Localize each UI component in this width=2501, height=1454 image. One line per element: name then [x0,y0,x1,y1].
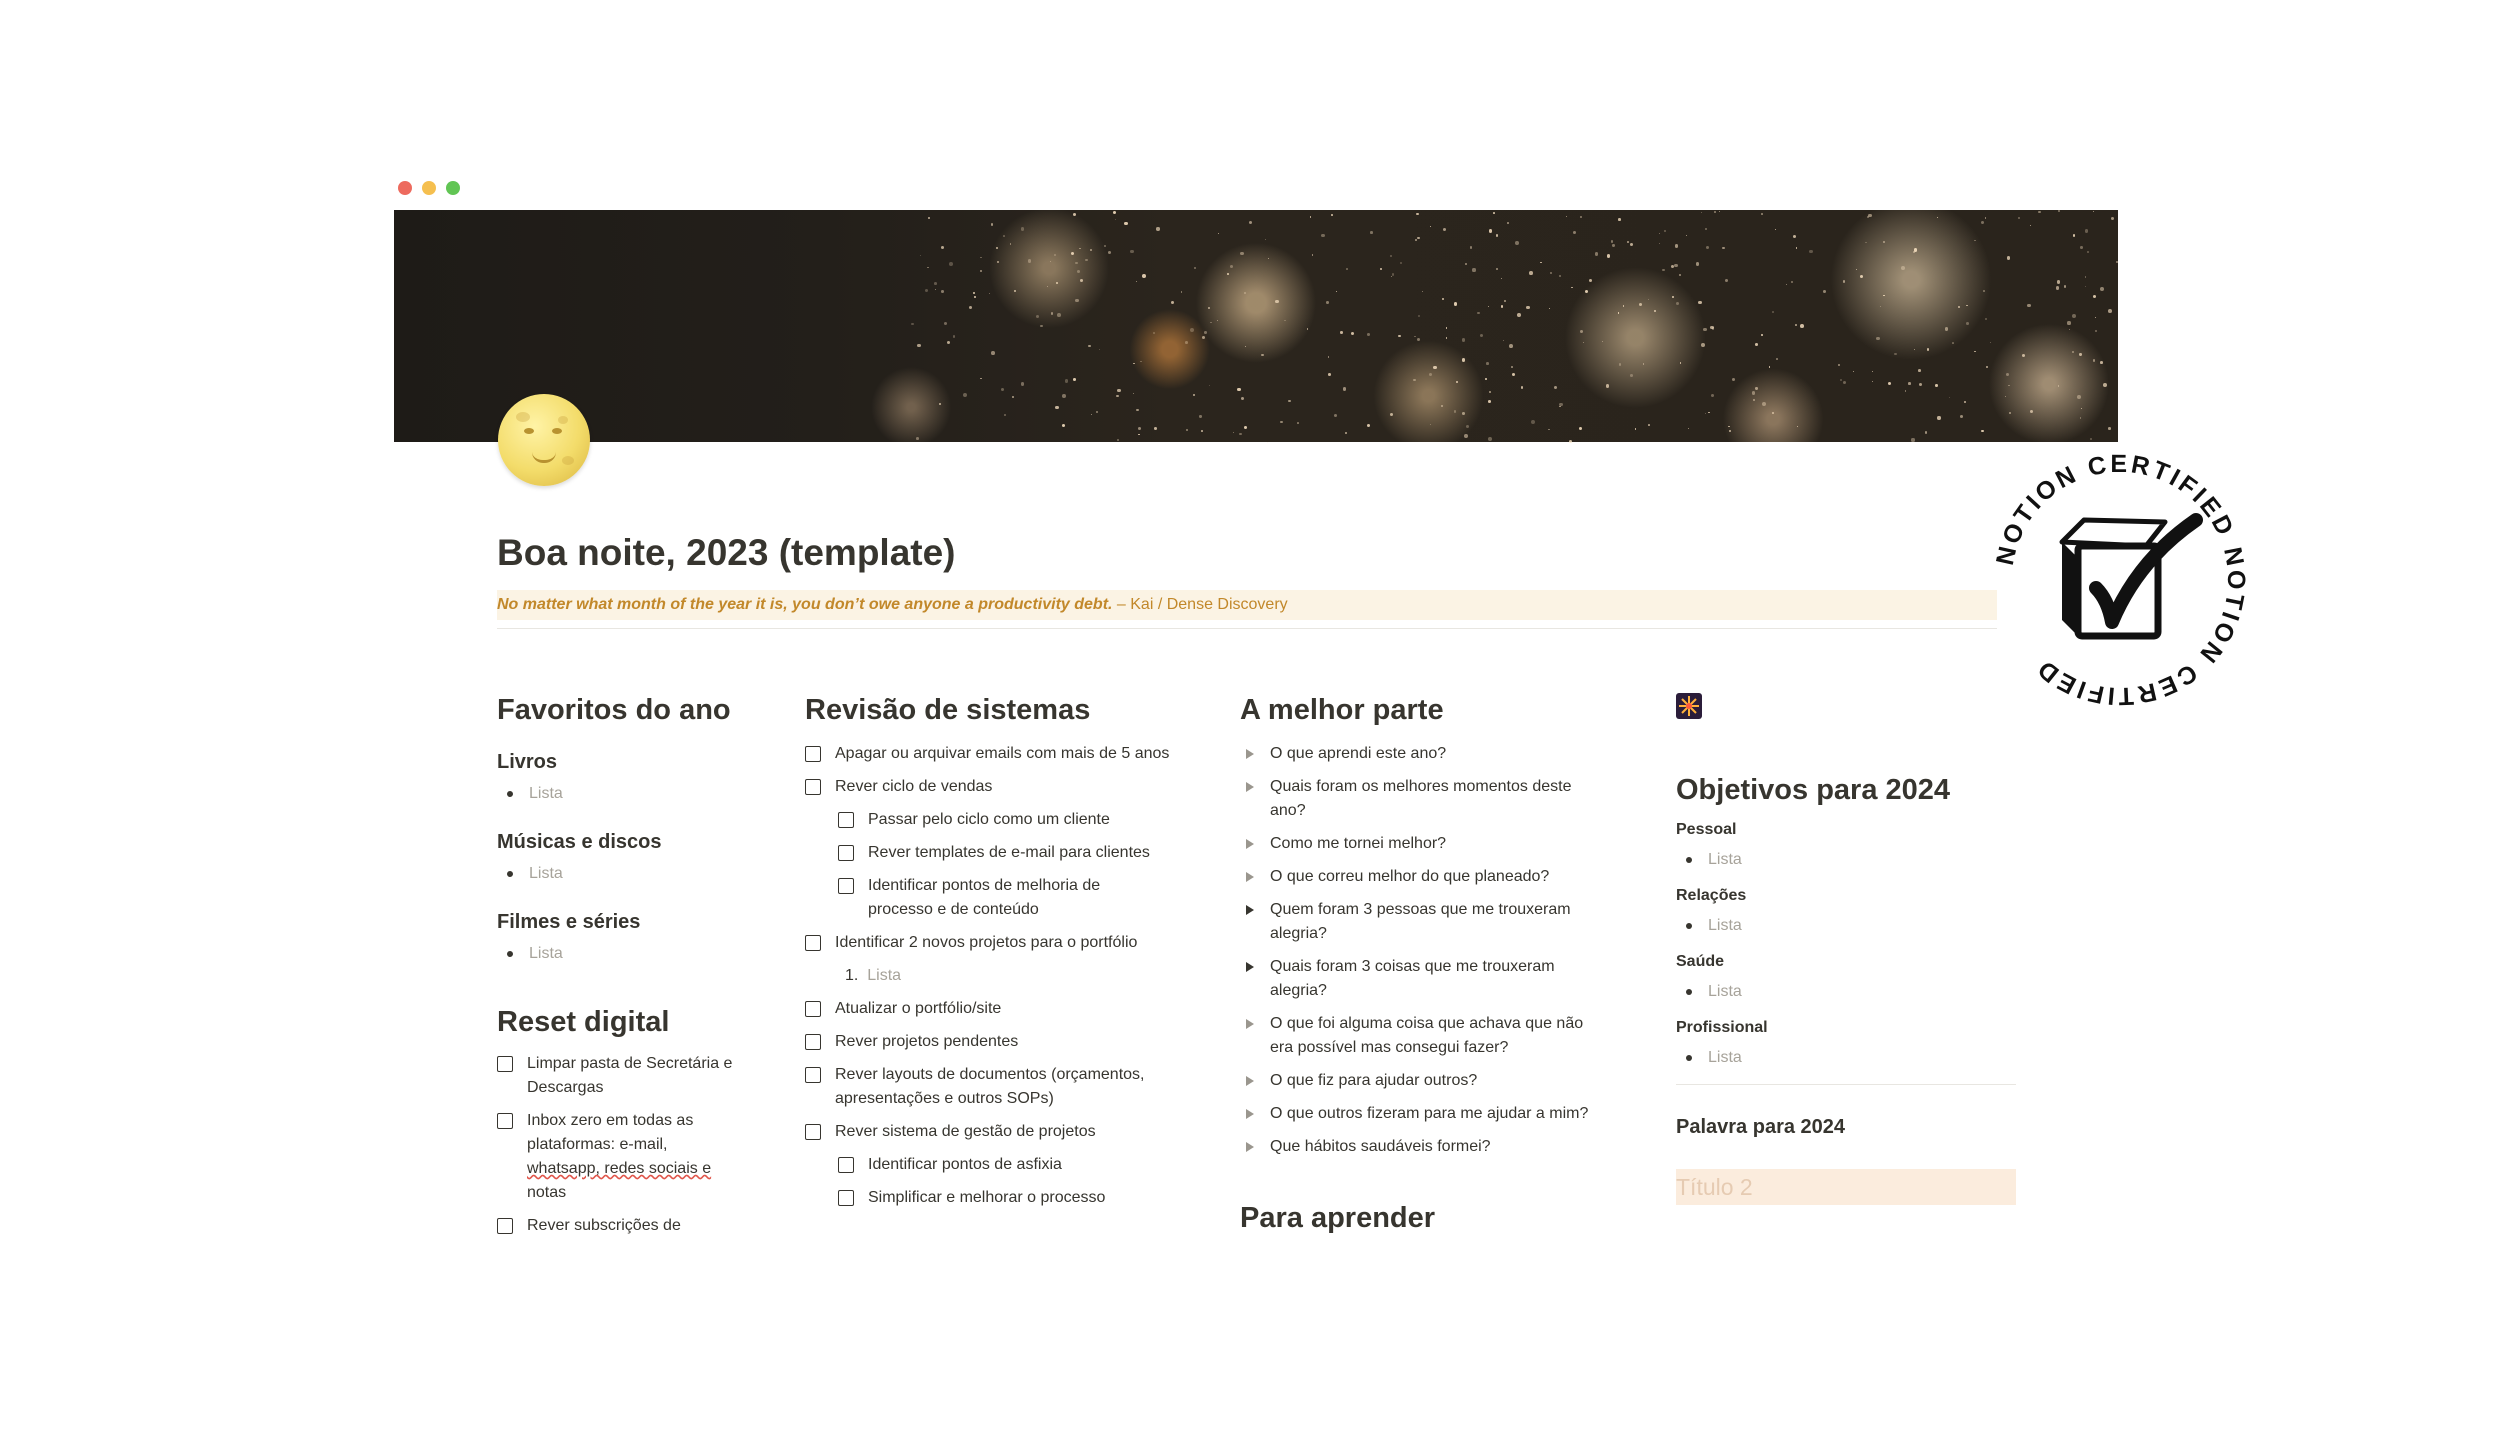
close-button[interactable] [398,181,412,195]
toggle-arrow-icon[interactable] [1246,839,1254,849]
toggle-arrow-icon[interactable] [1246,1076,1254,1086]
section-heading: Revisão de sistemas [805,694,1091,726]
toggle-item[interactable]: Quem foram 3 pessoas que me trouxeram alegria? [1240,898,1640,946]
minimize-button[interactable] [422,181,436,195]
list-item[interactable]: Lista [1676,914,2016,938]
section-subheading: Palavra para 2024 [1676,1116,1846,1138]
column-melhor [1240,690,1640,1238]
quote-text: No matter what month of the year it is, you don’t owe anyone a productivity debt. [497,596,1113,613]
section-heading: Objetivos para 2024 [1676,774,1951,806]
toggle-item[interactable]: Quais foram os melhores momentos deste ano? [1240,775,1640,823]
checkbox[interactable] [497,1056,513,1072]
checkbox[interactable] [497,1113,513,1129]
section-heading: Reset digital [497,1006,670,1038]
list-item[interactable]: Lista [497,862,777,886]
toggle-item[interactable]: Quais foram 3 coisas que me trouxeram alegria? [1240,955,1640,1003]
todo-item[interactable]: Passar pelo ciclo como um cliente [838,808,1225,832]
column-revisao [805,690,1225,1219]
quote-callout[interactable] [497,590,1997,620]
toggle-item[interactable]: O que correu melhor do que planeado? [1240,865,1640,889]
toggle-item[interactable]: O que outros fizeram para me ajudar a mim? [1240,1102,1640,1126]
toggle-arrow-icon[interactable] [1246,1109,1254,1119]
toggle-arrow-icon[interactable] [1246,1019,1254,1029]
toggle-arrow-icon[interactable] [1246,749,1254,759]
group-title: Livros [497,751,558,773]
todo-item[interactable]: Rever projetos pendentes [805,1030,1225,1054]
section-heading: Favoritos do ano [497,694,731,726]
toggle-item[interactable]: O que foi alguma coisa que achava que não era possível mas consegui fazer? [1240,1012,1640,1060]
checkbox[interactable] [497,1218,513,1234]
list-item[interactable]: Lista [497,942,777,966]
badge-text: NOTION CERTIFIED NOTION CERTIFIED [1990,450,2250,710]
todo-item[interactable]: Inbox zero em todas as plataformas: e-mail, whatsapp, redes sociais e notas [497,1109,777,1205]
section-heading: Para aprender [1240,1202,1436,1234]
notion-certified-badge [1990,450,2250,710]
toggle-arrow-icon[interactable] [1246,905,1254,915]
group-title: Pessoal [1676,821,1737,838]
numbered-item[interactable]: 1. Lista [845,967,902,984]
group-title: Relações [1676,887,1747,904]
list-item[interactable]: Lista [1676,980,2016,1004]
checkbox-check-icon [2062,520,2196,636]
todo-item[interactable]: Rever templates de e-mail para clientes [838,841,1225,865]
todo-item[interactable]: Rever ciclo de vendas [805,775,1225,799]
group-title: Profissional [1676,1019,1768,1036]
todo-item[interactable]: Simplificar e melhorar o processo [838,1186,1225,1210]
toggle-item[interactable]: Que hábitos saudáveis formei? [1240,1135,1640,1159]
toggle-arrow-icon[interactable] [1246,872,1254,882]
toggle-arrow-icon[interactable] [1246,962,1254,972]
todo-item[interactable]: Atualizar o portfólio/site [805,997,1225,1021]
section-heading: A melhor parte [1240,694,1444,726]
group-title: Filmes e séries [497,911,641,933]
todo-item[interactable]: Identificar pontos de asfixia [838,1153,1225,1177]
todo-item[interactable]: Rever sistema de gestão de projetos [805,1120,1225,1144]
heading-placeholder[interactable]: Título 2 [1676,1169,2016,1205]
toggle-item[interactable]: Como me tornei melhor? [1240,832,1640,856]
list-item[interactable]: Lista [1676,848,2016,872]
list-item[interactable]: Lista [497,782,777,806]
group-title: Músicas e discos [497,831,662,853]
full-moon-face-icon[interactable] [498,394,590,486]
page-title[interactable]: Boa noite, 2023 (template) [497,532,956,573]
group-title: Saúde [1676,953,1725,970]
maximize-button[interactable] [446,181,460,195]
fireworks-icon[interactable] [1676,690,2016,730]
toggle-item[interactable]: O que aprendi este ano? [1240,742,1640,766]
column-favoritos [497,690,777,1233]
column-objetivos [1676,690,2016,1205]
todo-item[interactable]: Identificar 2 novos projetos para o portfólio [805,931,1225,955]
todo-item[interactable]: Rever layouts de documentos (orçamentos, apresentações e outros SOPs) [805,1063,1225,1111]
cover-image[interactable] [394,210,2118,442]
todo-item[interactable]: Rever subscrições de [497,1214,777,1224]
toggle-arrow-icon[interactable] [1246,782,1254,792]
quote-attribution: – Kai / Dense Discovery [1112,596,1288,613]
todo-item[interactable]: Identificar pontos de melhoria de processo e de conteúdo [838,874,1225,922]
list-item[interactable]: Lista [1676,1046,2016,1070]
divider [497,628,1997,629]
window-controls [398,181,460,195]
toggle-item[interactable]: O que fiz para ajudar outros? [1240,1069,1640,1093]
todo-item[interactable]: Limpar pasta de Secretária e Descargas [497,1052,777,1100]
todo-item[interactable]: Apagar ou arquivar emails com mais de 5 anos [805,742,1225,766]
toggle-arrow-icon[interactable] [1246,1142,1254,1152]
